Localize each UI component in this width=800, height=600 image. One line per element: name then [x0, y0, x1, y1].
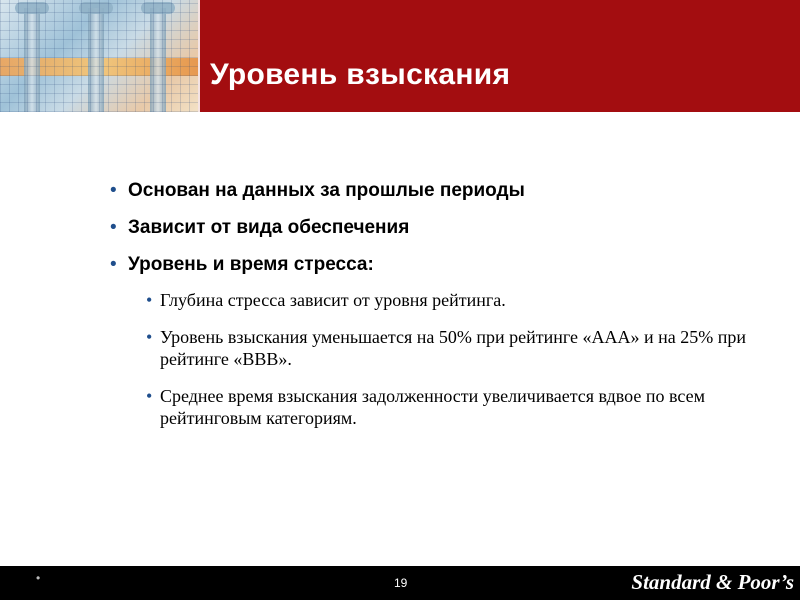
footer-bar: [0, 566, 800, 600]
bullet-item: [110, 215, 750, 240]
sub-bullet-dot: •: [146, 327, 153, 347]
bullet-text: Основан на данных за прошлые периоды: [128, 180, 525, 201]
footer-marker: •: [36, 571, 41, 585]
bullet-dot: •: [110, 180, 117, 201]
header-decorative-image: [0, 0, 200, 112]
header-image-grid: [0, 0, 200, 112]
sub-bullet-list: [146, 289, 750, 429]
bullet-dot: •: [110, 254, 117, 275]
sub-bullet-dot: •: [146, 290, 153, 310]
sub-bullet-text: Среднее время взыскания задолженности увеличивается вдвое по всем рейтинговым категориям.: [160, 386, 705, 428]
header-divider: [198, 0, 200, 112]
sub-bullet-item: [146, 326, 750, 370]
brand-logo-text: Standard & Poor’s: [631, 570, 794, 594]
sub-bullet-text: Глубина стресса зависит от уровня рейтинга.: [160, 290, 506, 310]
bullet-item: [110, 252, 750, 277]
sub-bullet-item: [146, 385, 750, 429]
bullet-text: Уровень и время стресса:: [128, 254, 374, 275]
sub-bullet-item: [146, 289, 750, 311]
page-number: 19: [394, 576, 408, 590]
bullet-item: [110, 178, 750, 203]
sub-bullet-text: Уровень взыскания уменьшается на 50% при рейтинге «AAA» и на 25% при рейтинге «BBB».: [160, 327, 747, 369]
slide-content: [110, 178, 750, 444]
header-bar: [0, 0, 800, 112]
bullet-dot: •: [110, 217, 117, 238]
slide-title: Уровень взыскания: [210, 58, 511, 91]
bullet-text: Зависит от вида обеспечения: [128, 217, 410, 238]
sub-bullet-dot: •: [146, 386, 153, 406]
